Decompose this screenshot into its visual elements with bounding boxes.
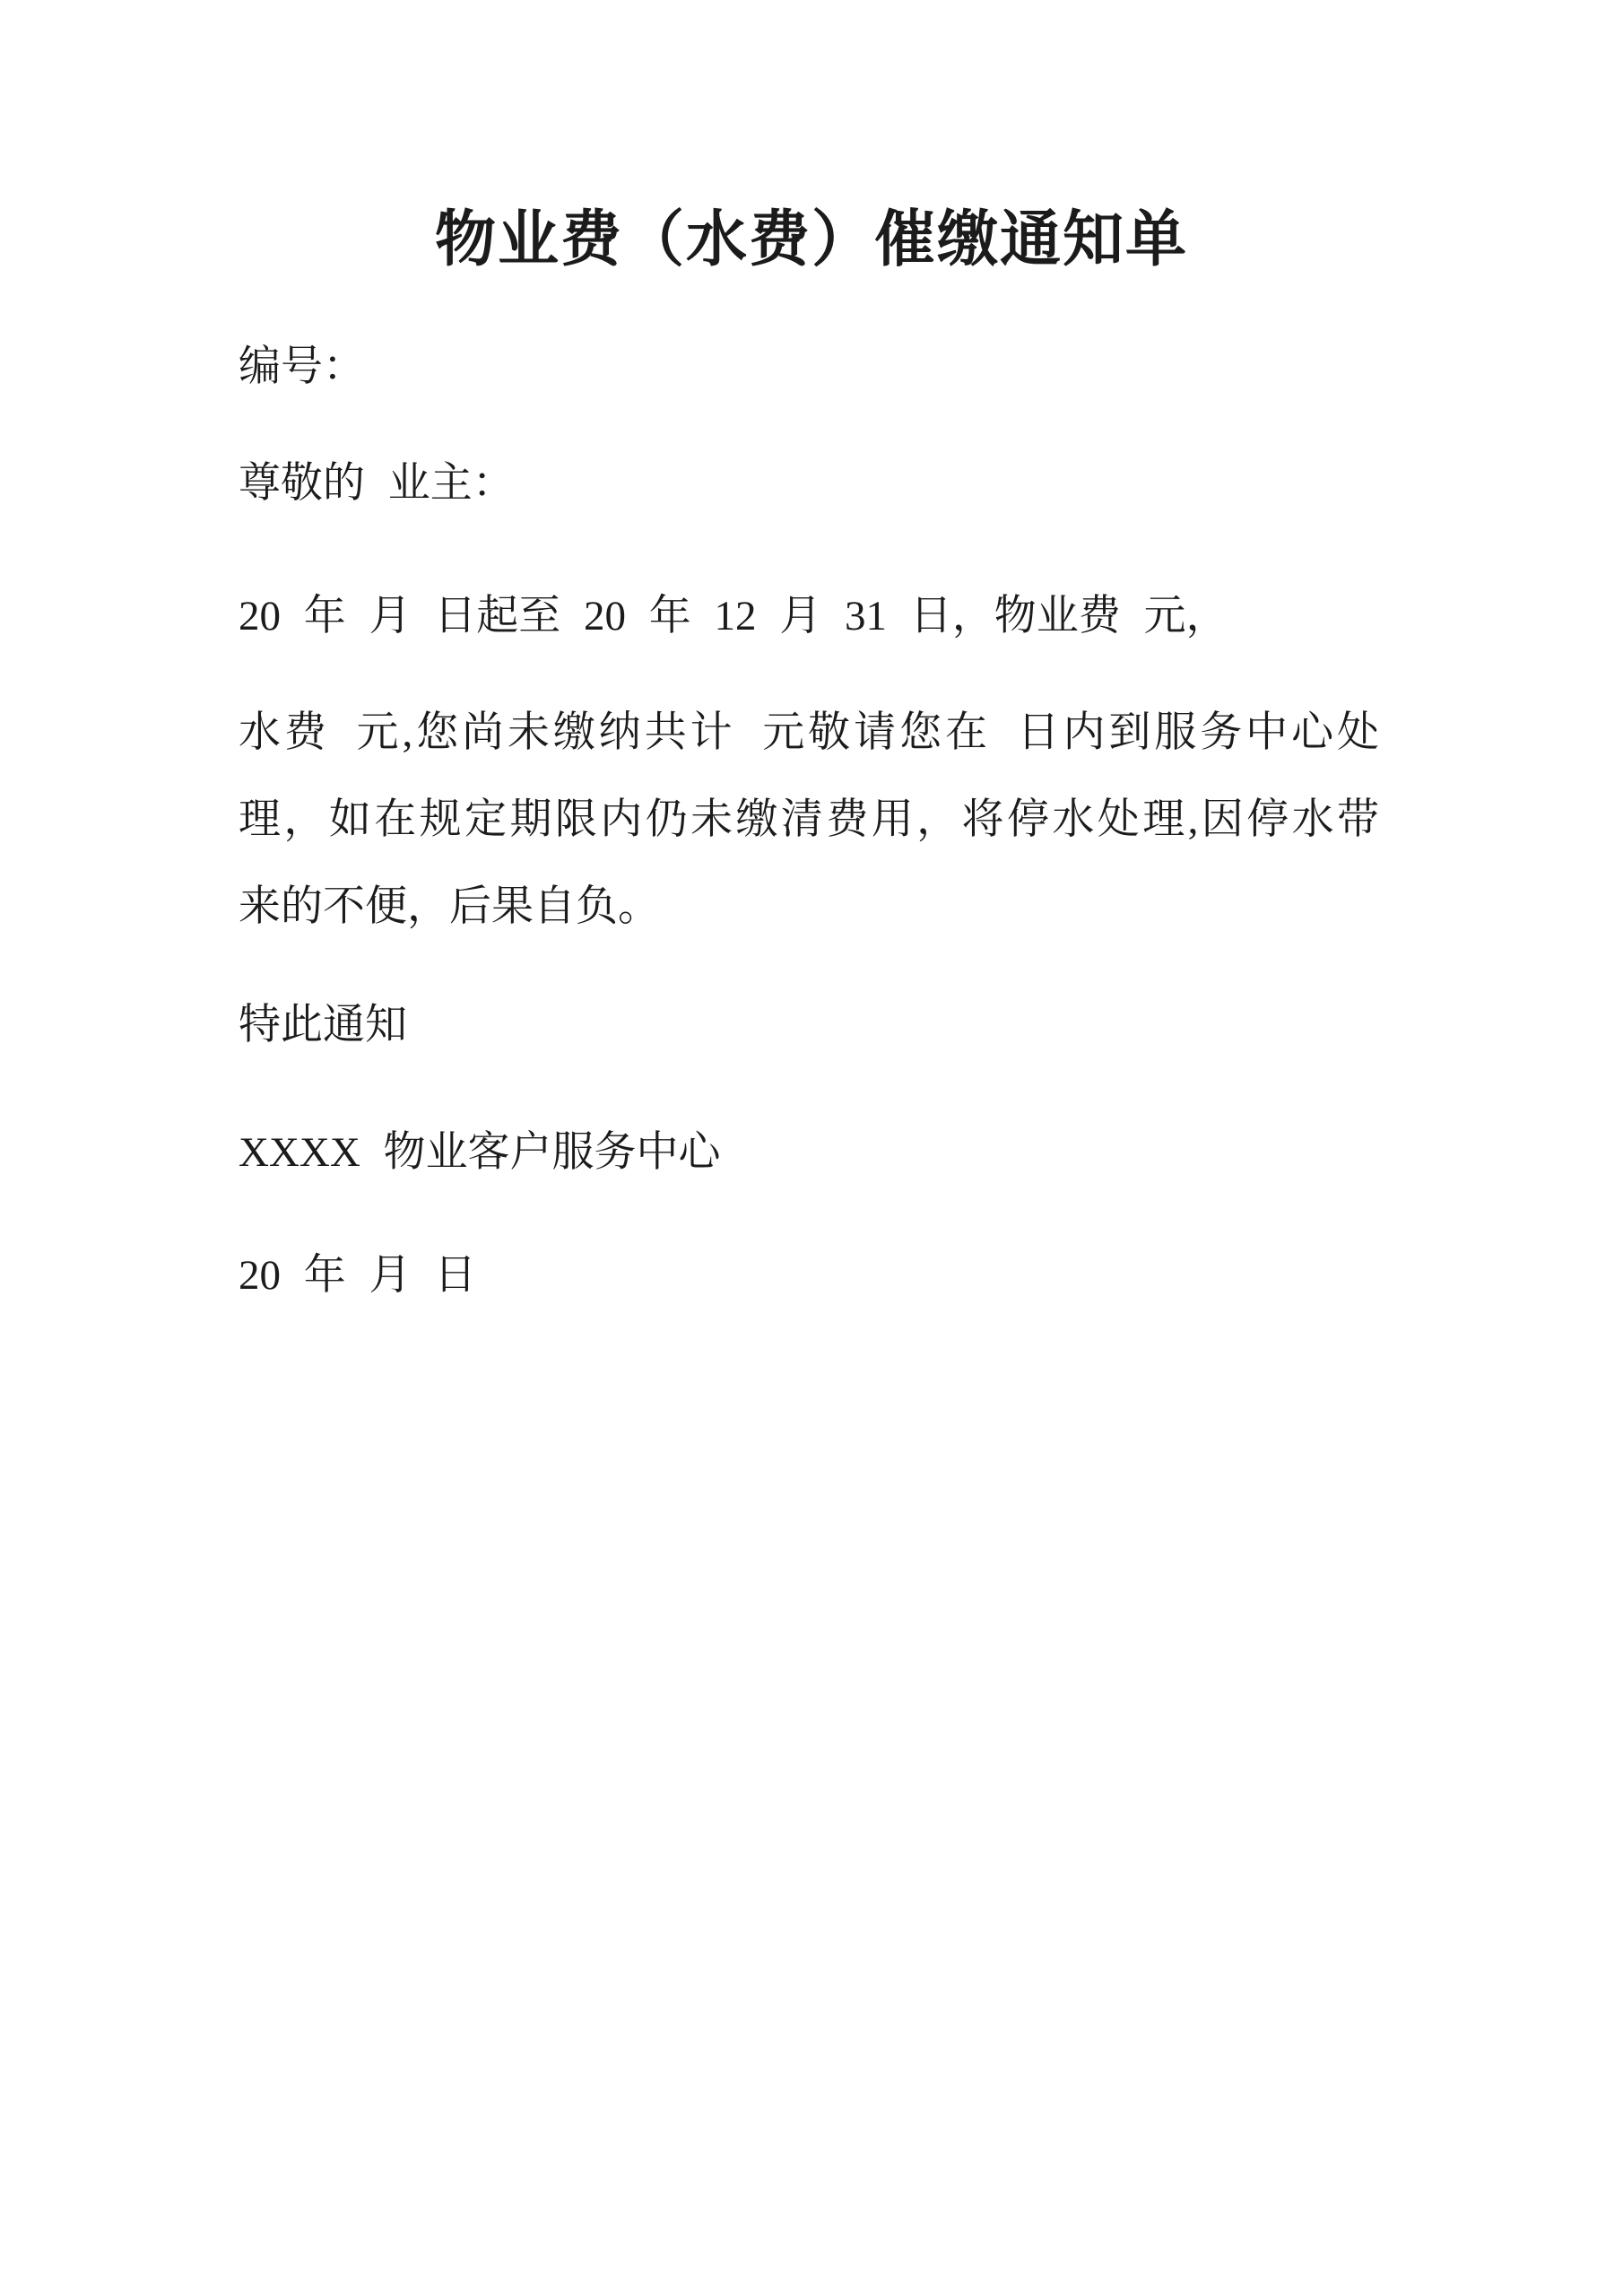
serial-number-label: 编号： [239,344,365,390]
body-line-3: 来的不便，后果自负。 [239,883,660,930]
salutation-line: 尊敬的 业主： [239,460,515,507]
body-line-1: 水费 元,您尚未缴纳共计 元敬请您在 日内到服务中心处 [239,709,1379,756]
document-title: 物业费（水费）催缴通知单 [434,205,1188,274]
body-line-2: 理，如在规定期限内仍未缴清费用，将停水处理,因停水带 [239,796,1379,843]
fee-period-line: 20 年 月 日起至 20 年 12 月 31 日，物业费 元， [239,593,1228,639]
service-center-signature: XXXX 物业客户服务中心 [239,1129,721,1176]
signature-date-line: 20 年 月 日 [239,1252,477,1299]
notice-body-paragraph [239,690,1379,951]
closing-statement: 特此通知 [239,1002,407,1048]
